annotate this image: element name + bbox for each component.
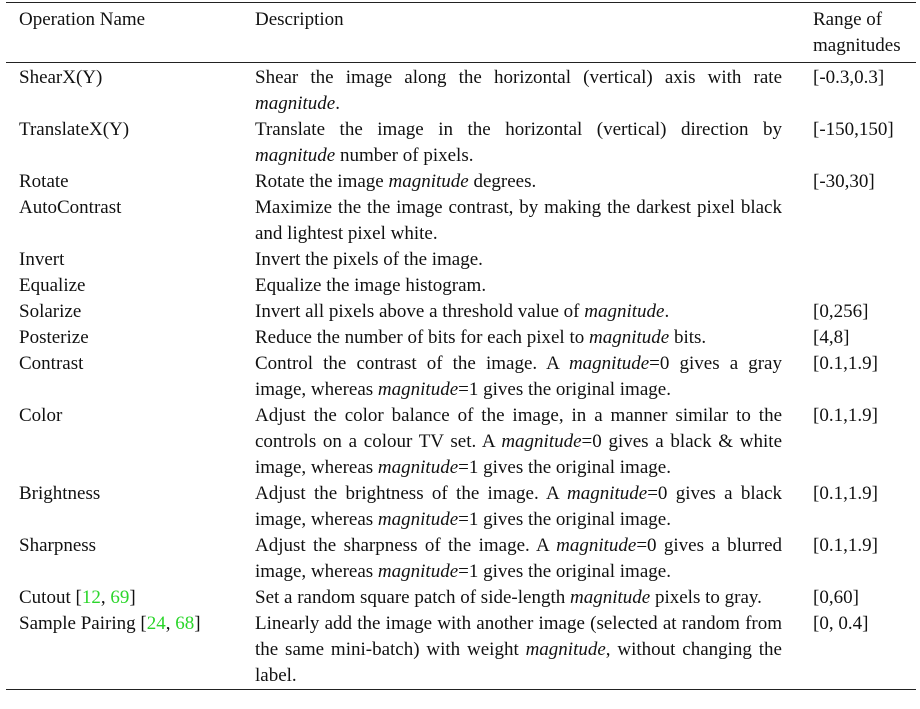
operation-name-text: Rotate xyxy=(19,171,69,192)
cut-off-caption-fragment xyxy=(0,700,920,709)
operation-description: Adjust the sharpness of the image. A magnitude=0 gives a blurred image, whereas magnitude=1 gives the original image. xyxy=(255,535,782,582)
magnitude-range: [-0.3,0.3] xyxy=(813,67,885,88)
operation-name xyxy=(6,403,242,481)
magnitude-range: [4,8] xyxy=(813,327,850,348)
table-body xyxy=(6,63,916,690)
operation-name xyxy=(6,169,242,195)
operation-name xyxy=(6,481,242,533)
operation-name xyxy=(6,325,242,351)
header-operation-name: Operation Name xyxy=(19,9,146,30)
operation-description: Shear the image along the horizontal (vertical) axis with rate magnitude. xyxy=(255,67,782,114)
table-row xyxy=(6,611,916,690)
magnitude-range xyxy=(800,195,916,247)
table-row xyxy=(6,533,916,585)
operation-name-text: Cutout xyxy=(19,587,71,608)
citation-link[interactable]: 68 xyxy=(175,613,195,634)
operation-name xyxy=(6,299,242,325)
operation-name-text: Equalize xyxy=(19,275,86,296)
operation-name xyxy=(6,117,242,169)
operation-description: Adjust the brightness of the image. A magnitude=0 gives a black image, whereas magnitude=1 gives the original image. xyxy=(255,483,783,530)
operation-name-text: TranslateX(Y) xyxy=(19,119,130,140)
citation-link[interactable]: 12 xyxy=(81,587,101,608)
operation-name-text: ShearX(Y) xyxy=(19,67,103,88)
magnitude-range: [0,256] xyxy=(813,301,869,322)
operation-description: Rotate the image magnitude degrees. xyxy=(255,171,537,192)
operation-name-text: Posterize xyxy=(19,327,89,348)
operation-description: Reduce the number of bits for each pixel to magnitude bits. xyxy=(255,327,707,348)
operation-description: Invert the pixels of the image. xyxy=(255,249,483,270)
operation-name: Sample Pairing [24, 68] xyxy=(19,613,201,634)
table-row xyxy=(6,585,916,611)
operation-name-text: Color xyxy=(19,405,63,426)
magnitude-range: [0,60] xyxy=(813,587,859,608)
table-row xyxy=(6,299,916,325)
table-row xyxy=(6,247,916,273)
table-row xyxy=(6,169,916,195)
magnitude-range xyxy=(800,247,916,273)
operation-name xyxy=(6,273,242,299)
magnitude-range: [0.1,1.9] xyxy=(813,353,878,374)
magnitude-range: [0.1,1.9] xyxy=(813,535,878,556)
table-row xyxy=(6,63,916,118)
magnitude-range: [-30,30] xyxy=(813,171,875,192)
operation-name-text: Brightness xyxy=(19,483,101,504)
operation-name-text: Invert xyxy=(19,249,65,270)
operation-name xyxy=(6,195,242,247)
table-row xyxy=(6,273,916,299)
operation-description: Adjust the color balance of the image, in a manner similar to the controls on a colour TV set. A magnitude=0 gives a black & white image, whereas magnitude=1 gives the original image. xyxy=(255,405,782,478)
citation-link[interactable]: 24 xyxy=(146,613,166,634)
table-header-row xyxy=(6,3,916,63)
table-row xyxy=(6,403,916,481)
table-row xyxy=(6,117,916,169)
operation-name-text: Sharpness xyxy=(19,535,97,556)
header-range: Range of magnitudes xyxy=(813,9,901,56)
header-description: Description xyxy=(255,9,344,30)
operation-name xyxy=(6,533,242,585)
operation-name xyxy=(6,247,242,273)
operation-description: Translate the image in the horizontal (vertical) direction by magnitude number of pixels. xyxy=(255,119,782,166)
magnitude-range xyxy=(800,273,916,299)
table-row xyxy=(6,195,916,247)
augmentation-operations-table xyxy=(6,2,916,690)
table-row xyxy=(6,325,916,351)
operation-name-text: Contrast xyxy=(19,353,84,374)
magnitude-range: [0.1,1.9] xyxy=(813,483,878,504)
operation-name-text: AutoContrast xyxy=(19,197,122,218)
operation-name-text: Sample Pairing xyxy=(19,613,136,634)
operation-description: Maximize the the image contrast, by making the darkest pixel black and lightest pixel white. xyxy=(255,197,782,244)
table-row xyxy=(6,351,916,403)
operation-name xyxy=(6,351,242,403)
operation-description: Set a random square patch of side-length magnitude pixels to gray. xyxy=(255,587,762,608)
magnitude-range: [-150,150] xyxy=(813,119,894,140)
magnitude-range: [0, 0.4] xyxy=(813,613,869,634)
operation-name-text: Solarize xyxy=(19,301,82,322)
operation-name: Cutout [12, 69] xyxy=(19,587,136,608)
operation-description: Equalize the image histogram. xyxy=(255,275,487,296)
table-row xyxy=(6,481,916,533)
operation-description: Invert all pixels above a threshold value of magnitude. xyxy=(255,301,670,322)
citation-link[interactable]: 69 xyxy=(110,587,130,608)
operation-description: Control the contrast of the image. A magnitude=0 gives a gray image, whereas magnitude=1 gives the original image. xyxy=(255,353,782,400)
operation-name xyxy=(6,63,242,118)
operation-description: Linearly add the image with another image (selected at random from the same mini-batch) with weight magnitude, without changing the label. xyxy=(255,613,782,686)
magnitude-range: [0.1,1.9] xyxy=(813,405,878,426)
